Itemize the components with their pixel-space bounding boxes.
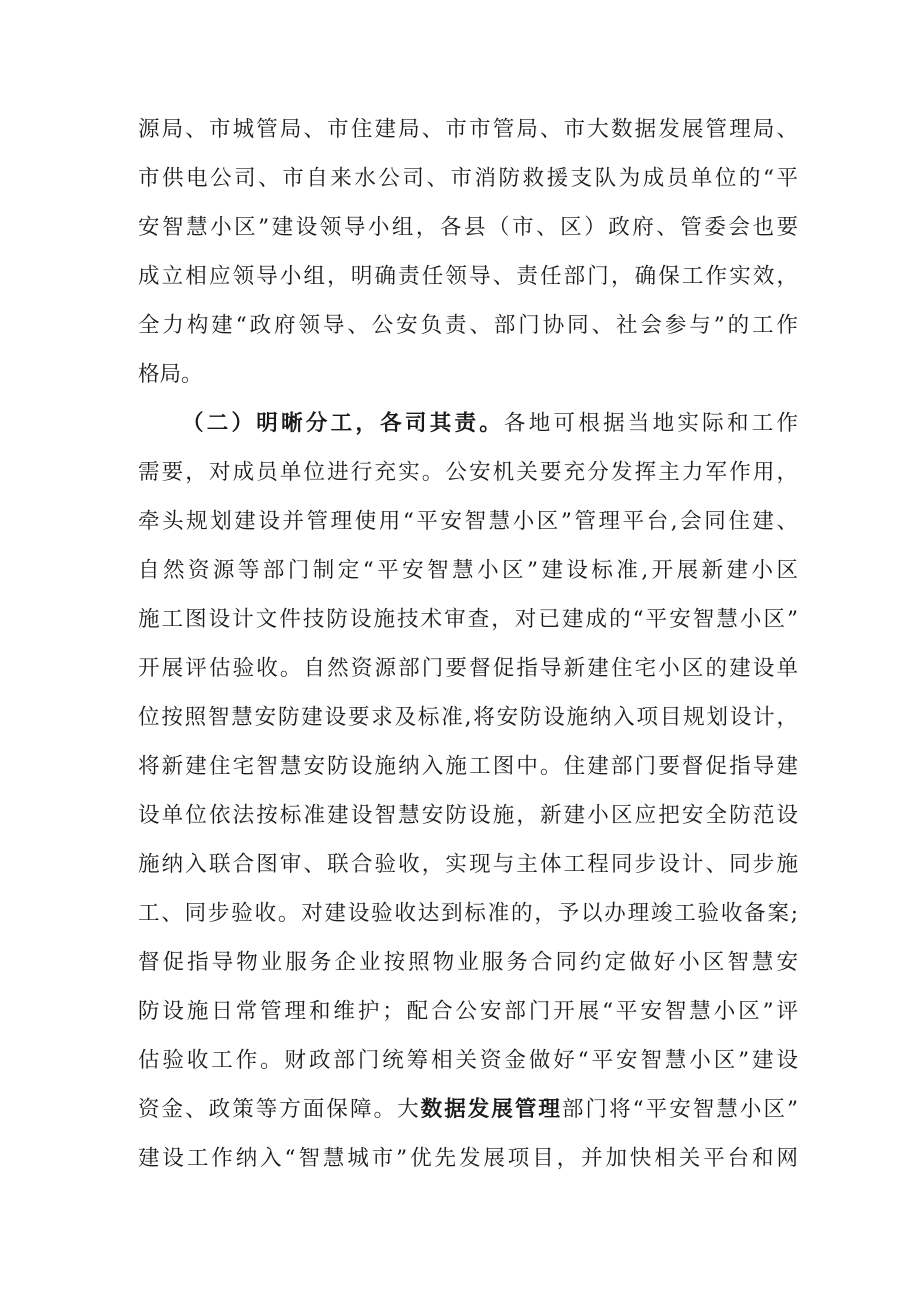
- text-line: 全力构建“政府领导、公安负责、部门协同、社会参与”的工作: [138, 313, 798, 338]
- text-line: 防设施日常管理和维护；配合公安部门开展“平安智慧小区”评: [138, 999, 798, 1024]
- text-line: 开展评估验收。自然资源部门要督促指导新建住宅小区的建设单: [138, 656, 798, 681]
- section-heading: （二）明晰分工，各司其责。: [182, 411, 505, 436]
- text-line: 施纳入联合图审、联合验收，实现与主体工程同步设计、同步施: [138, 852, 798, 877]
- text-line: 建设工作纳入“智慧城市”优先发展项目，并加快相关平台和网: [138, 1146, 798, 1171]
- text-span: 各地可根据当地实际和工作: [504, 411, 798, 436]
- text-line: 源局、市城管局、市住建局、市市管局、市大数据发展管理局、: [138, 117, 798, 142]
- text-line: 市供电公司、市自来水公司、市消防救援支队为成员单位的“平: [138, 166, 798, 191]
- text-line: 估验收工作。财政部门统筹相关资金做好“平安智慧小区”建设: [138, 1048, 798, 1073]
- text-line: 格局。: [138, 362, 203, 387]
- text-line: 工、同步验收。对建设验收达到标准的，予以办理竣工验收备案;: [138, 901, 798, 926]
- text-line: 牵头规划建设并管理使用“平安智慧小区”管理平台,会同住建、: [138, 509, 798, 534]
- bold-text-span: 数据发展管理: [420, 1097, 562, 1122]
- text-line: 成立相应领导小组，明确责任领导、责任部门，确保工作实效，: [138, 264, 798, 289]
- text-line: 自然资源等部门制定“平安智慧小区”建设标准,开展新建小区: [138, 558, 798, 583]
- section-heading-line: [182, 404, 798, 444]
- text-line: 督促指导物业服务企业按照物业服务合同约定做好小区智慧安: [138, 950, 798, 975]
- text-line: 安智慧小区”建设领导小组，各县（市、区）政府、管委会也要: [138, 215, 798, 240]
- text-line: 施工图设计文件技防设施技术审查，对已建成的“平安智慧小区”: [138, 607, 798, 632]
- text-line: 将新建住宅智慧安防设施纳入施工图中。住建部门要督促指导建: [138, 754, 798, 779]
- text-line: 需要，对成员单位进行充实。公安机关要充分发挥主力军作用，: [138, 460, 798, 485]
- text-line: 设单位依法按标准建设智慧安防设施，新建小区应把安全防范设: [138, 803, 798, 828]
- text-span: 资金、政策等方面保障。大: [138, 1097, 421, 1122]
- text-span: 部门将“平安智慧小区”: [561, 1097, 798, 1122]
- text-line: 位按照智慧安防建设要求及标准,将安防设施纳入项目规划设计，: [138, 705, 798, 730]
- text-line: [138, 1090, 798, 1130]
